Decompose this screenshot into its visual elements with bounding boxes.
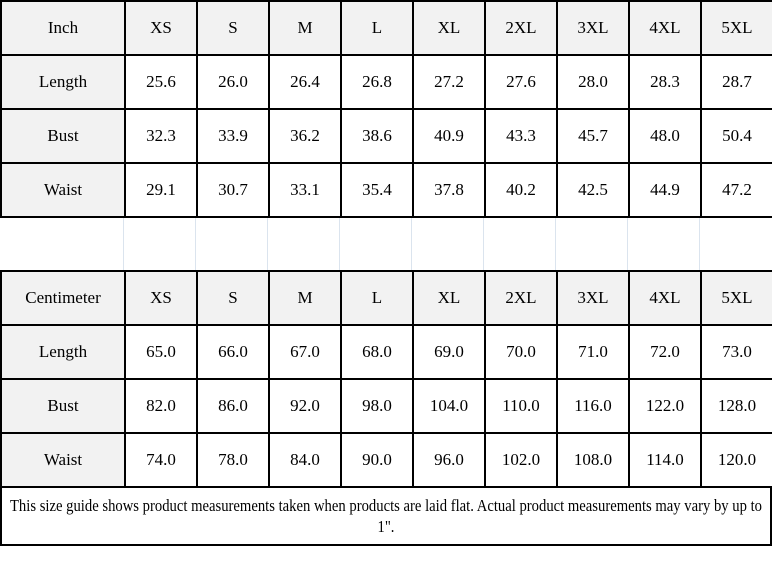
spacer-cell	[124, 218, 196, 270]
measurement-cell: 120.0	[701, 433, 772, 487]
measurement-cell: 47.2	[701, 163, 772, 217]
spacer-cell	[340, 218, 412, 270]
measurement-cell: 28.7	[701, 55, 772, 109]
measurement-cell: 92.0	[269, 379, 341, 433]
measurement-cell: 71.0	[557, 325, 629, 379]
measurement-cell: 102.0	[485, 433, 557, 487]
measurement-cell: 38.6	[341, 109, 413, 163]
measurement-cell: 82.0	[125, 379, 197, 433]
measurement-cell: 45.7	[557, 109, 629, 163]
measurement-cell: 48.0	[629, 109, 701, 163]
measurement-cell: 33.1	[269, 163, 341, 217]
measurement-cell: 96.0	[413, 433, 485, 487]
spacer-cell	[412, 218, 484, 270]
col-header-xs: XS	[125, 271, 197, 325]
col-header-3xl: 3XL	[557, 271, 629, 325]
measurement-cell: 65.0	[125, 325, 197, 379]
spacer-cell	[628, 218, 700, 270]
table-row-length	[1, 55, 772, 109]
spacer-cell	[0, 218, 124, 270]
row-label-length: Length	[1, 325, 125, 379]
row-label-length: Length	[1, 55, 125, 109]
measurement-cell: 128.0	[701, 379, 772, 433]
row-label-bust: Bust	[1, 379, 125, 433]
measurement-cell: 25.6	[125, 55, 197, 109]
unit-header-centimeter: Centimeter	[1, 271, 125, 325]
col-header-xl: XL	[413, 271, 485, 325]
measurement-cell: 29.1	[125, 163, 197, 217]
measurement-cell: 67.0	[269, 325, 341, 379]
cm-header-row	[1, 271, 772, 325]
col-header-xs: XS	[125, 1, 197, 55]
unit-header-inch: Inch	[1, 1, 125, 55]
inch-header-row	[1, 1, 772, 55]
measurement-cell: 36.2	[269, 109, 341, 163]
measurement-cell: 43.3	[485, 109, 557, 163]
measurement-cell: 110.0	[485, 379, 557, 433]
col-header-m: M	[269, 271, 341, 325]
measurement-cell: 37.8	[413, 163, 485, 217]
measurement-cell: 104.0	[413, 379, 485, 433]
col-header-xl: XL	[413, 1, 485, 55]
measurement-cell: 42.5	[557, 163, 629, 217]
measurement-cell: 122.0	[629, 379, 701, 433]
measurement-cell: 26.0	[197, 55, 269, 109]
measurement-cell: 44.9	[629, 163, 701, 217]
footer-note	[0, 486, 772, 546]
table-row-bust	[1, 109, 772, 163]
measurement-cell: 27.2	[413, 55, 485, 109]
row-label-waist: Waist	[1, 433, 125, 487]
table-row-waist	[1, 433, 772, 487]
measurement-cell: 108.0	[557, 433, 629, 487]
col-header-s: S	[197, 1, 269, 55]
measurement-cell: 50.4	[701, 109, 772, 163]
measurement-cell: 66.0	[197, 325, 269, 379]
col-header-4xl: 4XL	[629, 271, 701, 325]
col-header-l: L	[341, 1, 413, 55]
spacer-cell	[484, 218, 556, 270]
measurement-cell: 40.9	[413, 109, 485, 163]
measurement-cell: 78.0	[197, 433, 269, 487]
col-header-3xl: 3XL	[557, 1, 629, 55]
measurement-cell: 114.0	[629, 433, 701, 487]
measurement-cell: 32.3	[125, 109, 197, 163]
measurement-cell: 98.0	[341, 379, 413, 433]
measurement-cell: 40.2	[485, 163, 557, 217]
measurement-cell: 69.0	[413, 325, 485, 379]
measurement-cell: 28.3	[629, 55, 701, 109]
measurement-cell: 73.0	[701, 325, 772, 379]
measurement-cell: 70.0	[485, 325, 557, 379]
col-header-l: L	[341, 271, 413, 325]
table-row-waist	[1, 163, 772, 217]
measurement-cell: 90.0	[341, 433, 413, 487]
measurement-cell: 116.0	[557, 379, 629, 433]
measurement-cell: 86.0	[197, 379, 269, 433]
table-row-length	[1, 325, 772, 379]
measurement-cell: 74.0	[125, 433, 197, 487]
measurement-cell: 84.0	[269, 433, 341, 487]
spacer-cell	[556, 218, 628, 270]
measurement-cell: 35.4	[341, 163, 413, 217]
measurement-cell: 72.0	[629, 325, 701, 379]
measurement-cell: 33.9	[197, 109, 269, 163]
spacer-cell	[268, 218, 340, 270]
cm-size-table	[0, 270, 772, 488]
col-header-5xl: 5XL	[701, 271, 772, 325]
col-header-4xl: 4XL	[629, 1, 701, 55]
col-header-5xl: 5XL	[701, 1, 772, 55]
col-header-m: M	[269, 1, 341, 55]
measurement-cell: 27.6	[485, 55, 557, 109]
col-header-2xl: 2XL	[485, 271, 557, 325]
measurement-cell: 28.0	[557, 55, 629, 109]
footer-note-text: This size guide shows product measurements taken when products are laid flat. Actual product measurements may vary by up to 1".	[9, 496, 763, 536]
spacer-row	[0, 218, 772, 270]
measurement-cell: 26.4	[269, 55, 341, 109]
measurement-cell: 68.0	[341, 325, 413, 379]
inch-size-table	[0, 0, 772, 218]
measurement-cell: 30.7	[197, 163, 269, 217]
col-header-s: S	[197, 271, 269, 325]
table-row-bust	[1, 379, 772, 433]
spacer-cell	[700, 218, 772, 270]
measurement-cell: 26.8	[341, 55, 413, 109]
row-label-bust: Bust	[1, 109, 125, 163]
spacer-cell	[196, 218, 268, 270]
col-header-2xl: 2XL	[485, 1, 557, 55]
row-label-waist: Waist	[1, 163, 125, 217]
